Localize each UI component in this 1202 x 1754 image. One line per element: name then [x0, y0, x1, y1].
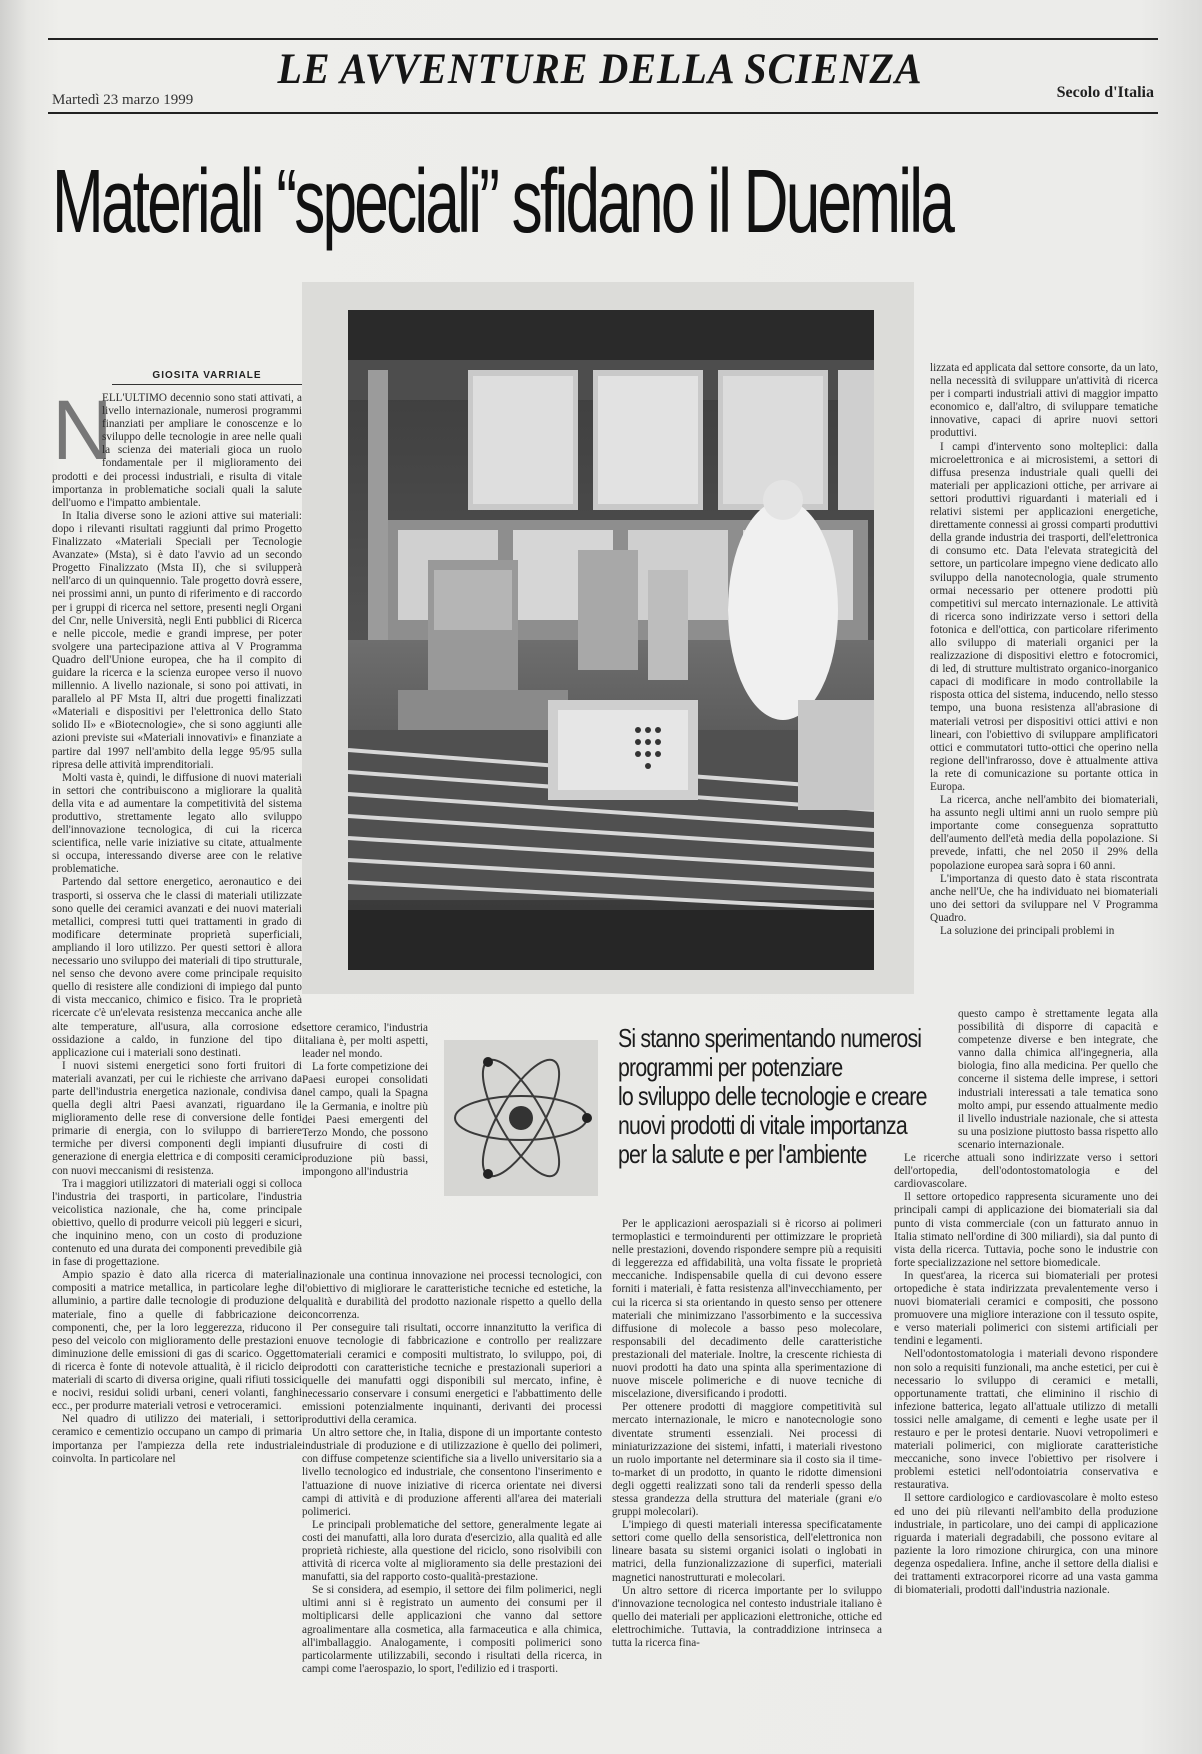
column-right-lower [894, 1008, 1158, 1733]
column-1 [52, 383, 302, 1722]
paragraph: questo campo è strettamente legata alla possibilità di disporre di capacità e competenze diverse e ben integrate, che vanno dalla chimica all'ingegneria, alla biologia, fino alla medicina. Per quello che concerne il sistema delle imprese, i settori industriali interessati a tale tematica sono molto ampi, pur essendo attualmente medio il livello industriale nazionale, che si attesta su una posizione piuttosto bassa rispetto allo scenario internazionale. [958, 1008, 1158, 1151]
pull-quote-line: lo sviluppo delle tecnologie e creare [618, 1081, 927, 1111]
paragraph: La soluzione dei principali problemi in [940, 925, 1115, 938]
paragraph: In Italia diverse sono le azioni attive sui materiali: dopo i rilevanti risultati raggiunti dal primo Progetto Finalizzato «Materiali Speciali per Tecnologie Avanzate» (Msta), si è dato l'avvio ad un secondo Progetto Finalizzato (Msta II), che si svilupperà nell'arco di un quinquennio. Tale progetto dovrà essere, nei prossimi anni, un punto di riferimento e di raccordo per i gruppi di ricerca nel settore, presenti negli Organi del Cnr, nelle Università, negli Enti pubblici di Ricerca e nelle piccole, medie e grandi imprese, per poter svolgere una partecipazione attiva al V Programma Quadro dell'Unione europea, che ha il compito di guidare la ricerca e la scienza europee verso il nuovo millennio. A livello nazionale, si sono poi attivati, in parallelo al PF Msta II, altri due progetti finalizzati «Materiali e dispositivi per l'elettronica dello Stato solido II» e «Biotecnologie», che si sono aggiunti alle azioni previste sui «Materiali innovativi» e finanziate a partire dal 1997 nell'ambito della legge 95/95 sulla ripresa delle attività imprenditoriali. [52, 509, 302, 771]
paragraph: La forte competizione dei Paesi europei consolidati nel campo, quali la Spagna e la Germania, e inoltre più dei Paesi emergenti del Terzo Mondo, che possono usufruire di costi di produzione più bassi, impongono all'industria [302, 1061, 428, 1179]
pull-quote-line: Si stanno sperimentando numerosi [618, 1023, 922, 1053]
paragraph: Se si considera, ad esempio, il settore dei film polimerici, negli ultimi anni si è registrato un aumento dei consumi per il moltiplicarsi delle applicazioni che vanno dal settore agroalimentare alla cosmetica, alla farmaceutica e alla chimica, all'imballaggio. Analogamente, i compositi polimerici sono particolarmente utilizzabili, secondo i risultati della ricerca, in campi come l'aerospazio, lo sport, l'edilizio ed i trasporti. [302, 1584, 602, 1675]
paragraph: Un altro settore di ricerca importante per lo sviluppo d'innovazione tecnologica nel contesto industriale italiano è quello dei materiali per applicazioni elettroniche, ottiche ed elettrochimiche. Tuttavia, la contraddizione intrinseca a tutta la ricerca fina- [612, 1584, 882, 1649]
paragraph: lizzata ed applicata dal settore consorte, da un lato, nella necessità di sviluppare un'attività di ricerca per i comparti industriali attivi di maggior impatto economico e, dall'altro, di sviluppare tematiche innovative, capaci di aprire nuovi settori produttivi. [930, 362, 1158, 440]
paragraph: Molti vasta è, quindi, le diffusione di nuovi materiali in settori che contribuiscono a migliorare la qualità della vita e ad aumentare la competitività del sistema produttivo, strettamente legato allo sviluppo dell'innovazione tecnologica, di cui la ricerca scientifica, nelle varie iniziative su citate, attualmente si occupa, interessando diverse aree con le relative problematiche. [52, 771, 302, 876]
paragraph: Per le applicazioni aerospaziali si è ricorso ai polimeri termoplastici e termoindurenti per ottimizzare le proprietà nelle prestazioni, dovendo rispondere sempre più a requisiti di leggerezza ed affidabilità, una volta fissate le proprietà meccaniche. Indispensabile quella di cui devono essere forniti i materiali, è fatta resistenza all'invecchiamento, per cui la ricerca si sta orientando in questo senso per ottenere materiali che minimizzano l'assorbimento e la successiva diffusione di molecole a basso peso molecolare, responsabili del decadimento delle caratteristiche prestazionali del materiale. Inoltre, la crescente richiesta di nuovi prodotti ha dato una spinta alla sperimentazione di nuove miscele polimeriche e di nuove tecniche di miscelazione, diversificando i prodotti. [612, 1218, 882, 1401]
header-top-rule [48, 38, 1158, 40]
column-3-lower [612, 1218, 882, 1730]
masthead: LE AVVENTURE DELLA SCIENZA [277, 44, 923, 93]
paragraph: ELL'ULTIMO decennio sono stati attivati, a livello internazionale, numerosi programmi finanziati per ampliare le conoscenze e lo sviluppo delle tecnologie in aree nelle quali la scienza dei materiali gioca un ruolo fondamentale per il miglioramento dei prodotti e dei processi industriali, e risulta di vitale importanza in problematiche sociali quali la salute dell'uomo e l'impatto ambientale. [52, 392, 302, 509]
atom-illustration [444, 1040, 598, 1196]
drop-cap-space [52, 392, 102, 464]
column-2-upper [302, 1022, 428, 1270]
paragraph: I nuovi sistemi energetici sono forti fruitori di materiali avanzati, per cui le richieste che arrivano da parte dell'industria energetica nazionale, condivisa da quella degli altri Paesi avanzati, riguardano il miglioramento delle rese di conversione delle fonti primarie di energia, con lo sviluppo di barriere termiche per diversi componenti degli impianti di generazione di energia elettrica e di compositi ceramici con nuovi meccanismi di resistenza. [52, 1059, 302, 1177]
paragraph: La ricerca, anche nell'ambito dei biomateriali, ha assunto negli ultimi anni un ruolo sempre più importante come conseguenza soprattutto dell'aumento dell'età media della popolazione. Si prevede, infatti, che nel 2050 il 29% della popolazione europea sarà sopra i 60 anni. [930, 794, 1158, 872]
paragraph: nazionale una continua innovazione nei processi tecnologici, con l'obiettivo di migliorare le caratteristiche tecniche ed estetiche, la qualità e durabilità del prodotto nazionale rispetto a quello della concorrenza. [302, 1270, 602, 1322]
drop-cap: N [52, 383, 113, 477]
paragraph: Tra i maggiori utilizzatori di materiali oggi si colloca l'industria dei trasporti, in particolare, l'industria veicolistica nazionale, che ha, come principale obiettivo, quello di produrre veicoli più leggeri e sicuri, che inquinino meno, con un costo di produzione contenuto ed una durata dei componenti prevedibile già in fase di progettazione. [52, 1177, 302, 1269]
column-2-lower [302, 1270, 602, 1730]
headline: Materiali “speciali” sfidano il Duemila [52, 152, 953, 252]
pull-quote-line: per la salute e per l'ambiente [618, 1139, 867, 1169]
paragraph: Il settore cardiologico e cardiovascolare è molto esteso ed uno dei più rilevanti nell'ambito della produzione industriale, in particolare, uno dei campi di applicazione riguarda i materiali degradabili, che possono evitare al paziente la loro rimozione chirurgica, con una minore degenza ospedaliera. Infine, anche il settore della dialisi e dei trattamenti extracorporei ricorre ad una vasta gamma di biomateriali, prodotti dall'industria nazionale. [894, 1492, 1158, 1597]
paragraph: L'importanza di questo dato è stata riscontrata anche nell'Ue, che ha individuato nei biomateriali uno dei settori da sviluppare nel V Programma Quadro. [930, 872, 1158, 924]
paragraph: I campi d'intervento sono molteplici: dalla microelettronica e ai microsistemi, a settori di diffusa presenza industriale quali quelli dei materiali per applicazioni ottiche, per arrivare ai settori produttivi riguardanti i materiali ed i relativi sistemi per applicazioni energetiche, direttamente connessi ai grossi comparti produttivi della grande industria dei trasporti, dell'elettronica di consumo etc. Data l'elevata strategicità del settore, un particolare impegno viene dedicato allo sviluppo della nanotecnologia, quale strumento ormai necessario per ottenere prodotti più competitivi sul mercato internazionale. Le attività di ricerca sono indirizzate verso i settori della fotonica e dell'ottica, con particolare riferimento allo sviluppo di materiali organici per la realizzazione di dispositivi elettro e fotocromici, di led, di strutture multistrato organico-inorganico capaci di modificare in modo controllabile la risposta ottica del sistema, inducendo, nello stesso tempo, una buona resistenza all'abrasione di materiali vetrosi per dispositivi ottici attivi e non lineari, con l'obiettivo di sviluppare amplificatori ottici e commutatori tutto-ottici che operino nella regione dell'infrarosso, dove è attualmente attiva la rete di comunicazione su portante ottica in Europa. [930, 440, 1158, 793]
paragraph: Il settore ortopedico rappresenta sicuramente uno dei principali campi di applicazione dei biomateriali sia dal punto di vista commerciale (con un fatturato annuo in Italia stimato nell'ordine di 300 miliardi), sia dal punto di vista della ricerca. Tuttavia, poche sono le industrie con forte specializzazione nel settore biomedicale. [894, 1191, 1158, 1269]
paragraph: Nel quadro di utilizzo dei materiali, i settori ceramico e cementizio occupano un campo di primaria importanza per l'ampiezza della rete industriale coinvolta. In particolare nel [52, 1413, 302, 1465]
pull-quote [618, 1024, 926, 1169]
paragraph: Partendo dal settore energetico, aeronautico e dei trasporti, si osserva che le classi di materiali utilizzate sono quelle dei ceramici avanzati e dei nuovi materiali metallici, compresi tutti quei trattamenti in grado di modificare determinate proprietà superficiali, ampliando il loro utilizzo. Per questi settori è allora necessario uno sviluppo dei materiali di tipo strutturale, nel senso che devono avere come principale requisito quello di resistere alle condizioni di impiego dal punto di vista meccanico, chimico e fisico. Tra le proprietà ricercate c'è un'elevata resistenza meccanica anche alle alte temperature, all'usura, alla corrosione ed ossidazione a caldo, in funzione del tipo di applicazione cui i materiali sono destinati. [52, 876, 302, 1059]
paragraph: L'impiego di questi materiali interessa specificatamente settori come quello della sensoristica, dell'elettronica non lineare basata su sistemi organici isolati o inglobati in matrici, della funzionalizzazione di superfici, materiali magnetici nanostrutturati e molecolari. [612, 1519, 882, 1584]
paragraph: Un altro settore che, in Italia, dispone di un importante contesto industriale di produzione e di utilizzazione è quello dei polimeri, con diffuse competenze scientifiche sia a livello universitario sia a livello tecnologico ed industriale, che consentono l'inserimento e l'attuazione di nuove iniziative di ricerca orientate nei diversi campi di attività e di produzione afferenti all'area dei materiali polimerici. [302, 1427, 602, 1518]
issue-date: Martedì 23 marzo 1999 [52, 92, 194, 108]
paragraph: Ampio spazio è dato alla ricerca di materiali compositi a matrice metallica, in particolare leghe di alluminio, a partire dalle tecnologie di produzione del materiale, fino a quelle di fabbricazione dei componenti, che, per la loro leggerezza, riducono il peso del veicolo con miglioramento delle prestazioni e diminuzione delle emissioni di gas di scarico. Oggetto di ricerca è fonte di notevole attualità, è il riciclo dei materiali di scarto di diversa origine, quali rifiuti tossici e nocivi, residui solidi urbani, ceneri volanti, fanghi ecc., per produrre materiali vetrosi e vetroceramici. [52, 1269, 302, 1413]
paragraph: In quest'area, la ricerca sui biomateriali per protesi ortopediche è stata indirizzata prevalentemente verso i nuovi biomateriali ceramici e compositi, che possono promuovere una migliore interazione con il tessuto ospite, e verso materiali polimerici con sistemi artificiali per tendini e legamenti. [894, 1269, 1158, 1348]
paragraph: Per ottenere prodotti di maggiore competitività sul mercato internazionale, le micro e nanotecnologie sono diventate strumenti essenziali. Nei processi di miniaturizzazione dei sistemi, infatti, i materiali rivestono un ruolo importante nel determinare sia il costo sia il time-to-market di un prodotto, in quanto le ridotte dimensioni degli oggetti realizzati sono tali da renderli spesso della stessa grandezza della struttura del materiale (grani e/o gruppi molecolari). [612, 1401, 882, 1519]
paragraph: Le ricerche attuali sono indirizzate verso i settori dell'ortopedia, dell'odontostomatologia e del cardiovascolare. [894, 1152, 1158, 1191]
paragraph: Per conseguire tali risultati, occorre innanzitutto la verifica di nuove tecnologie di fabbricazione e controllo per realizzare materiali ceramici e compositi multistrato, lo sviluppo, poi, di prodotti con caratteristiche tecniche e prestazionali superiori a quelle dei manufatti oggi disponibili sul mercato, infine, è necessario conservare i consumi energetici e l'abbattimento delle emissioni potenzialmente inquinanti, derivanti dei processi produttivi della ceramica. [302, 1322, 602, 1427]
pull-quote-line: nuovi prodotti di vitale importanza [618, 1110, 907, 1140]
paragraph: Nell'odontostomatologia i materiali devono rispondere non solo a requisiti funzionali, ma anche estetici, per cui è necessario lo sviluppo di ceramici e metalli, opportunamente trattati, che eliminino il rischio di infezione batterica, legato all'attuale utilizzo di metalli tossici nelle amalgame, di cementi e leghe usate per il restauro e per le protesi dentarie. Nuovi vetropolimeri e materiali polimerici, con migliorate caratteristiche meccaniche, sono invece l'obiettivo per risolvere i problemi estetici nell'odontoiatria conservativa e restaurativa. [894, 1348, 1158, 1492]
newspaper-name: Secolo d'Italia [1056, 84, 1154, 101]
header-bottom-rule [48, 112, 1158, 114]
paragraph: Le principali problematiche del settore, generalmente legate ai costi dei manufatti, alla loro durata d'esercizio, alla qualità ed alle proprietà richieste, alla questione del riciclo, sono risolvibili con attività di ricerca volte al miglioramento sia delle prestazioni dei manufatti, sia del rapporto costo-qualità-prestazione. [302, 1518, 602, 1584]
paragraph: settore ceramico, l'industria italiana è, per molti aspetti, leader nel mondo. [302, 1022, 428, 1061]
column-right-upper [930, 362, 1158, 998]
pull-quote-line: programmi per potenziare [618, 1052, 843, 1082]
laboratory-photo [348, 310, 874, 970]
byline: GIOSITA VARRIALE [112, 370, 302, 385]
